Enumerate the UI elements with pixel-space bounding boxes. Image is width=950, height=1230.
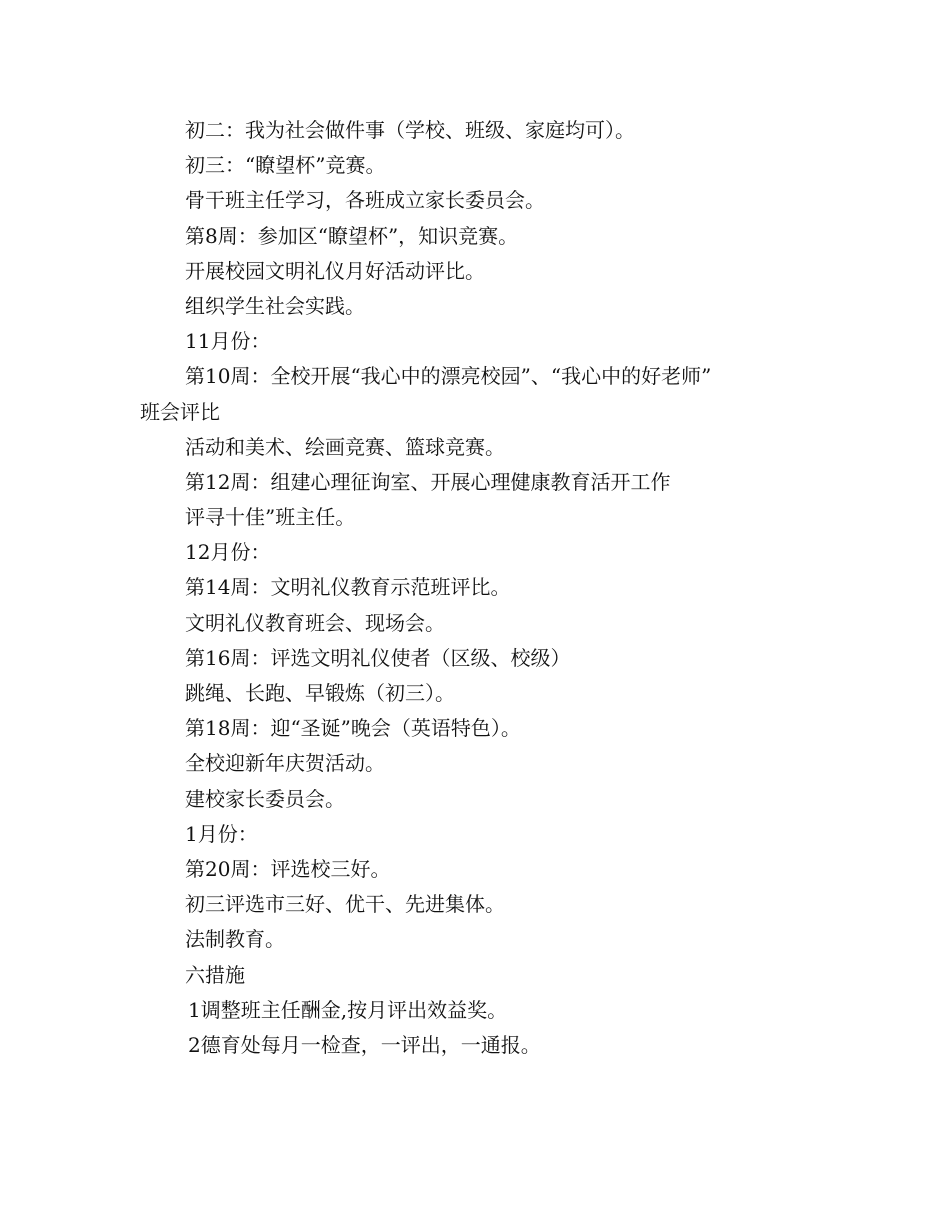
text-line: 活动和美术、绘画竞赛、篮球竞赛。 <box>185 434 505 459</box>
text-line: 组织学生社会实践。 <box>185 293 365 318</box>
text-line: 文明礼仪教育班会、现场会。 <box>185 610 445 635</box>
text-line: 初三：“瞭望杯”竞赛。 <box>185 153 386 178</box>
text-line: 第8周：参加区“瞭望杯”，知识竞赛。 <box>185 223 519 248</box>
document-body <box>140 113 820 1063</box>
text-line: 建校家长委员会。 <box>185 786 345 811</box>
text-line: 评寻十佳”班主任。 <box>185 505 356 530</box>
text-line-continuation: 班会评比 <box>140 399 220 424</box>
measure-item: 2德育处每月一检查，一评出，一通报。 <box>188 1032 541 1057</box>
text-line: 初三评选市三好、优干、先进集体。 <box>185 892 505 917</box>
text-line: 第12周：组建心理征询室、开展心理健康教育活开工作 <box>185 469 671 494</box>
text-line: 第18周：迎“圣诞”晚会（英语特色）。 <box>185 716 521 741</box>
text-line: 第20周：评选校三好。 <box>185 856 391 881</box>
text-line: 开展校园文明礼仪月好活动评比。 <box>185 258 485 283</box>
month-heading: 12月份： <box>185 540 271 565</box>
month-heading: 1月份： <box>185 821 258 846</box>
section-heading: 六措施 <box>185 962 245 987</box>
text-line: 初二：我为社会做件事（学校、班级、家庭均可）。 <box>185 118 635 142</box>
text-line: 第14周：文明礼仪教育示范班评比。 <box>185 575 511 600</box>
text-line: 第10周：全校开展“我心中的漂亮校园”、“我心中的好老师” <box>185 364 712 389</box>
text-line: 第16周：评选文明礼仪使者（区级、校级） <box>185 645 571 670</box>
text-line: 骨干班主任学习，各班成立家长委员会。 <box>185 188 545 213</box>
text-line: 法制教育。 <box>185 927 285 952</box>
measure-item: 1调整班主任酬金,按月评出效益奖。 <box>188 997 508 1022</box>
month-heading: 11月份： <box>185 329 271 354</box>
text-line: 全校迎新年庆贺活动。 <box>185 751 385 776</box>
text-line: 跳绳、长跑、早锻炼（初三）。 <box>185 681 455 705</box>
